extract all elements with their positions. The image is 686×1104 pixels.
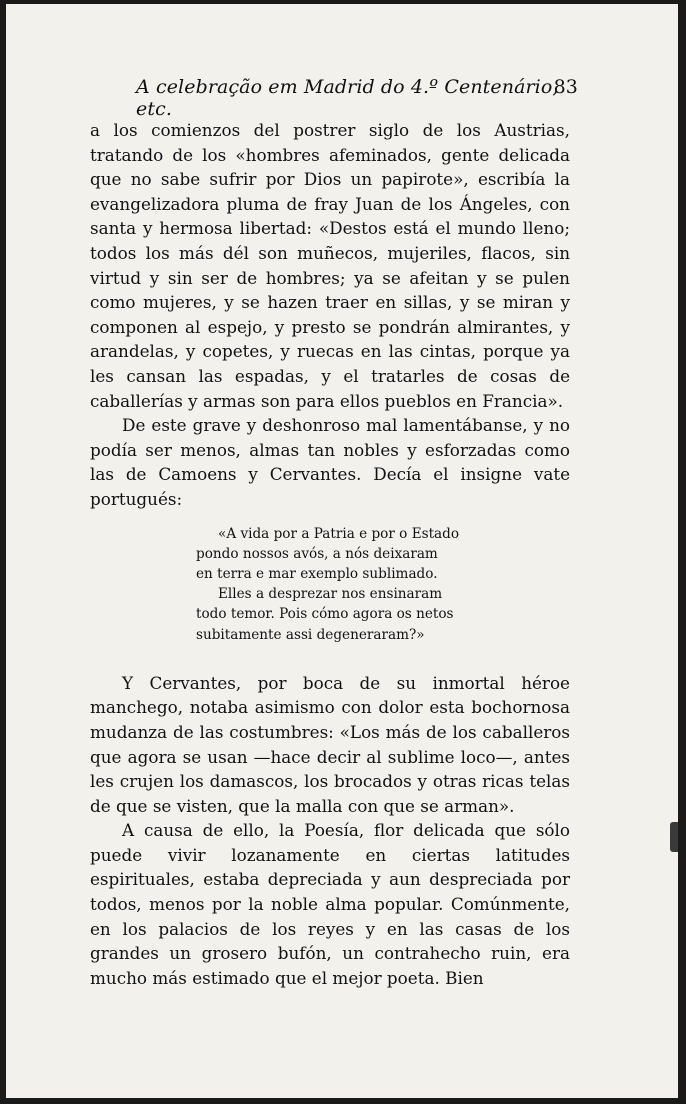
- verse-line: Elles a desprezar nos ensinaram: [218, 586, 443, 603]
- verse-line: en terra e mar exemplo sublimado.: [196, 565, 438, 582]
- page-edge-mark: [670, 822, 678, 852]
- paragraph: A causa de ello, la Poesía, flor delicada que sólo puede vivir lozanamente en ciertas latitudes espirituales, estaba depreciada y aun despreciada por todos, menos por la noble alma popular. Comúnmente, en los palacios de los reyes y en las casas de los grandes un grosero bufón, un contrahecho ruin, era mucho más estimado que el mejor poeta. Bien: [90, 820, 570, 988]
- paragraph: Y Cervantes, por boca de su inmortal héroe manchego, notaba asimismo con dolor esta bochornosa mudanza de las costumbres: «Los más de los caballeros que agora se usan —hace decir al sublime loco—, antes les crujen los damascos, los brocados y otras ricas telas de que se visten, que la malla con que se arman».: [90, 672, 570, 816]
- body-text: [90, 118, 570, 990]
- verse-line: todo temor. Pois cómo agora os netos: [196, 606, 454, 623]
- page-number: 83: [553, 76, 578, 98]
- running-title: A celebração em Madrid do 4.º Centenário, etc.: [136, 76, 559, 120]
- paragraph: a los comienzos del postrer siglo de los Austrias, tratando de los «hombres afeminados, gente delicada que no sabe sufrir por Dios un papirote», escribía la evangelizadora pluma de fray Juan de los Ángeles, con santa y hermosa libertad: «Destos está el mundo lleno; todos los más dél son muñecos, mujeriles, flacos, sin virtud y sin ser de hombres; ya se afeitan y se pulen como mujeres, y se hazen traer en sillas, y se miran y componen al espejo, y presto se pondrán almirantes, y arandelas, y copetes, y ruecas en las cintas, porque ya les cansan las espadas, y el tratarles de cosas de caballerías y armas son para ellos pueblos en Francia».: [90, 120, 570, 411]
- verse-line: pondo nossos avós, a nós deixaram: [196, 545, 438, 562]
- book-page: [6, 4, 678, 1098]
- running-head: [136, 76, 578, 120]
- verse-quote: [90, 524, 570, 645]
- verse-line: «A vida por a Patria e por o Estado: [218, 525, 460, 542]
- spacer: [90, 512, 570, 524]
- spacer: [90, 645, 570, 671]
- paragraph: De este grave y deshonroso mal lamentábanse, y no podía ser menos, almas tan nobles y esforzadas como las de Camoens y Cervantes. Decía el insigne vate portugués:: [90, 415, 570, 509]
- verse-line: subitamente assi degeneraram?»: [196, 626, 425, 643]
